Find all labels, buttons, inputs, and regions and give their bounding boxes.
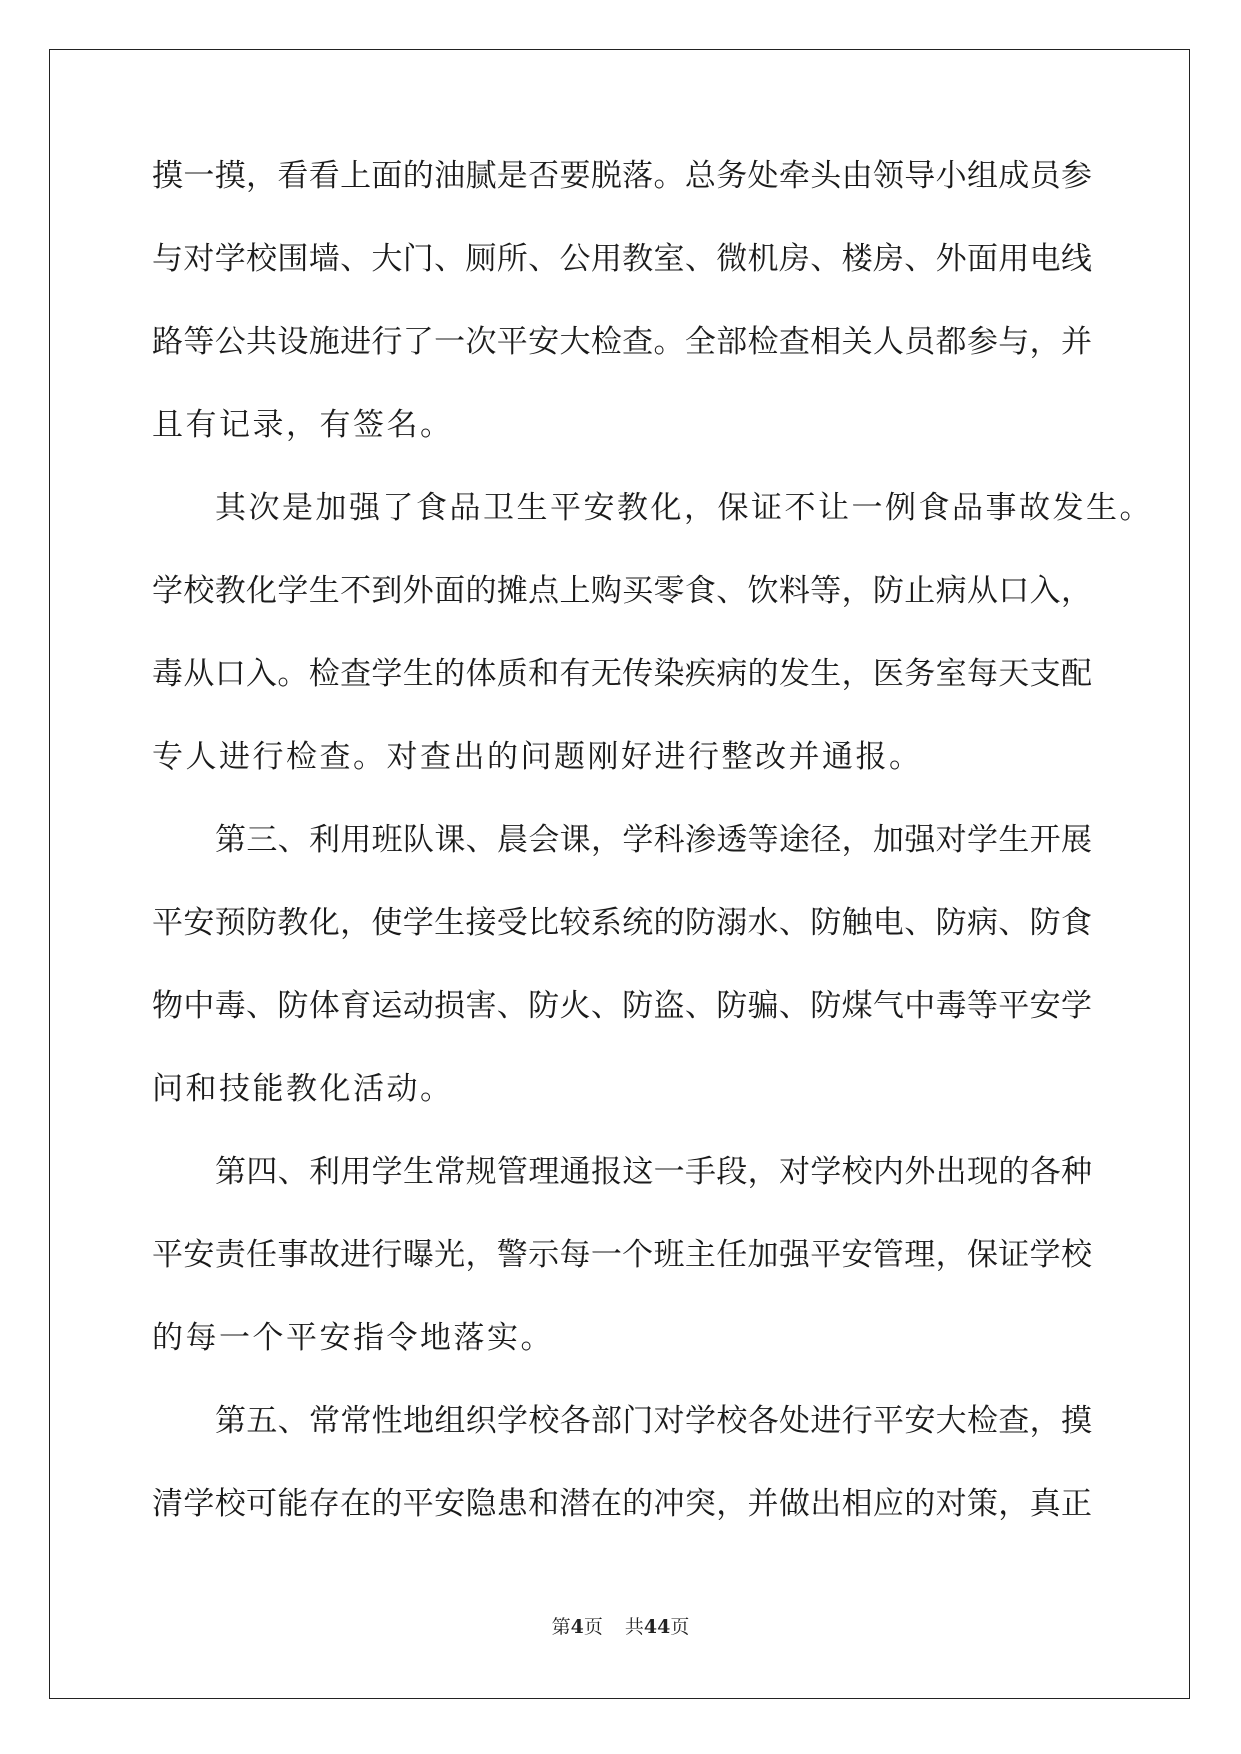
- text-line: 与对学校围墙、大门、厕所、公用教室、微机房、楼房、外面用电线: [152, 241, 1092, 277]
- text-line: 毒从口入。检查学生的体质和有无传染疾病的发生，医务室每天支配: [152, 656, 1092, 692]
- text-line: 清学校可能存在的平安隐患和潜在的冲突，并做出相应的对策，真正: [152, 1486, 1092, 1522]
- page-suffix: 页: [583, 1616, 603, 1638]
- document-body: [152, 158, 1153, 1569]
- text-line: 路等公共设施进行了一次平安大检查。全部检查相关人员都参与，并: [152, 324, 1092, 360]
- text-line: 其次是加强了食品卫生平安教化，保证不让一例食品事故发生。: [215, 490, 1153, 526]
- text-line: 且有记录，有签名。: [152, 407, 454, 443]
- text-line: 摸一摸，看看上面的油腻是否要脱落。总务处牵头由领导小组成员参: [152, 158, 1092, 194]
- text-line: 平安预防教化，使学生接受比较系统的防溺水、防触电、防病、防食: [152, 905, 1092, 941]
- text-line: 第五、常常性地组织学校各部门对学校各处进行平安大检查，摸: [215, 1403, 1092, 1439]
- text-line: 的每一个平安指令地落实。: [152, 1320, 554, 1356]
- text-line: 学校教化学生不到外面的摊点上购买零食、饮料等，防止病从口入，: [152, 573, 1092, 609]
- text-line: 物中毒、防体育运动损害、防火、防盗、防骗、防煤气中毒等平安学: [152, 988, 1092, 1024]
- total-prefix: 共: [624, 1616, 644, 1638]
- text-line: 专人进行检查。对查出的问题刚好进行整改并通报。: [152, 739, 923, 775]
- page-prefix: 第: [551, 1616, 571, 1638]
- text-line: 第三、利用班队课、晨会课，学科渗透等途径，加强对学生开展: [215, 822, 1092, 858]
- page-number: 4: [570, 1616, 584, 1638]
- total-suffix: 页: [670, 1616, 690, 1638]
- text-line: 平安责任事故进行曝光，警示每一个班主任加强平安管理，保证学校: [152, 1237, 1092, 1273]
- text-line: 问和技能教化活动。: [152, 1071, 454, 1107]
- page-footer: [0, 1612, 1241, 1639]
- total-pages: 44: [643, 1616, 671, 1638]
- text-line: 第四、利用学生常规管理通报这一手段，对学校内外出现的各种: [215, 1154, 1092, 1190]
